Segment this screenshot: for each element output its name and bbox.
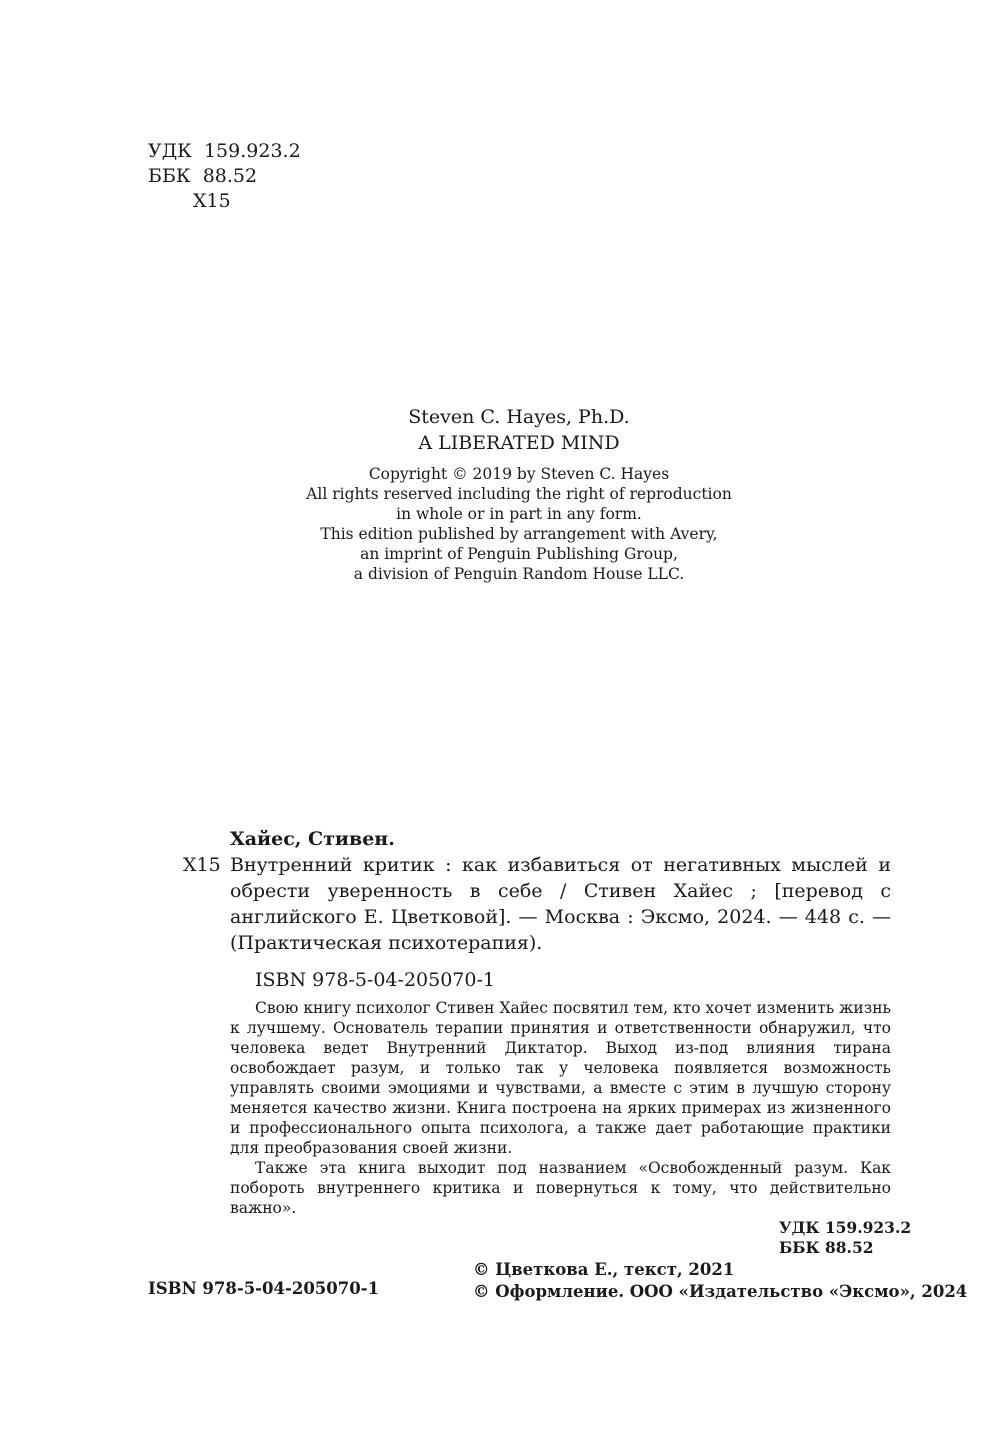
original-author: Steven C. Hayes, Ph.D. xyxy=(408,406,630,428)
original-copyright xyxy=(250,464,788,584)
copyright-line: Copyright © 2019 by Steven C. Hayes xyxy=(368,465,670,483)
copyright-line: an imprint of Penguin Publishing Group, xyxy=(360,545,678,563)
annotation xyxy=(230,998,912,1258)
copyright-line: All rights reserved including the right of reproduction xyxy=(306,485,732,503)
annotation-paragraph: Также эта книга выходит под названием «Освобожденный разум. Как побороть внутреннего критика и повернуться к тому, что действительно важно». xyxy=(230,1159,891,1217)
bottom-isbn: ISBN 978-5-04-205070-1 xyxy=(148,1279,380,1298)
copyright-notices xyxy=(473,1259,967,1303)
annotation-paragraph: Свою книгу психолог Стивен Хайес посвятил тем, кто хочет изменить жизнь к лучшему. Основатель терапии принятия и ответственности обнаружил, что человека ведет Внутренний Диктатор. Выход из-под влияния тирана освобождает разум, и только так у человека появляется возможность управлять своими эмоциями и чувствами, а вместе с этим в лучшую сторону меняется качество жизни. Книга построена на ярких примерах из жизненного и профессионального опыта психолога, а также дает работающие практики для преобразования своей жизни. xyxy=(230,999,891,1157)
annotation-udk: УДК 159.923.2 xyxy=(779,1218,912,1237)
annotation-classification xyxy=(230,1218,912,1258)
biblio-entry xyxy=(183,852,891,956)
biblio-author-heading: Хайес, Стивен. xyxy=(230,828,395,850)
copyright-line: a division of Penguin Random House LLC. xyxy=(353,565,685,583)
annotation-bbk: ББК 88.52 xyxy=(779,1238,874,1257)
biblio-isbn: ISBN 978-5-04-205070-1 xyxy=(255,969,495,991)
original-title: A LIBERATED MIND xyxy=(418,432,620,454)
original-edition-block xyxy=(250,404,788,584)
biblio-description: Внутренний критик : как избавиться от негативных мыслей и обрести уверенность в себе / Стивен Хайес ; [перевод с английского Е. Цветковой]. — Москва : Эксмо, 2024. — 448 с. — (Практическая психотерапия). xyxy=(230,854,891,954)
copyright-line: in whole or in part in any form. xyxy=(396,505,642,523)
bbk-code: ББК 88.52 xyxy=(148,165,258,187)
bibliographic-record xyxy=(183,826,891,993)
copyright-line: This edition published by arrangement with Avery, xyxy=(320,525,718,543)
udk-code: УДК 159.923.2 xyxy=(148,140,301,162)
copyright-text: © Цветкова Е., текст, 2021 xyxy=(473,1260,735,1279)
author-sign: Х15 xyxy=(193,190,231,212)
classification-codes xyxy=(148,139,301,214)
biblio-author-sign: Х15 xyxy=(183,854,221,876)
copyright-design: © Оформление. ООО «Издательство «Эксмо», 2024 xyxy=(473,1282,968,1301)
